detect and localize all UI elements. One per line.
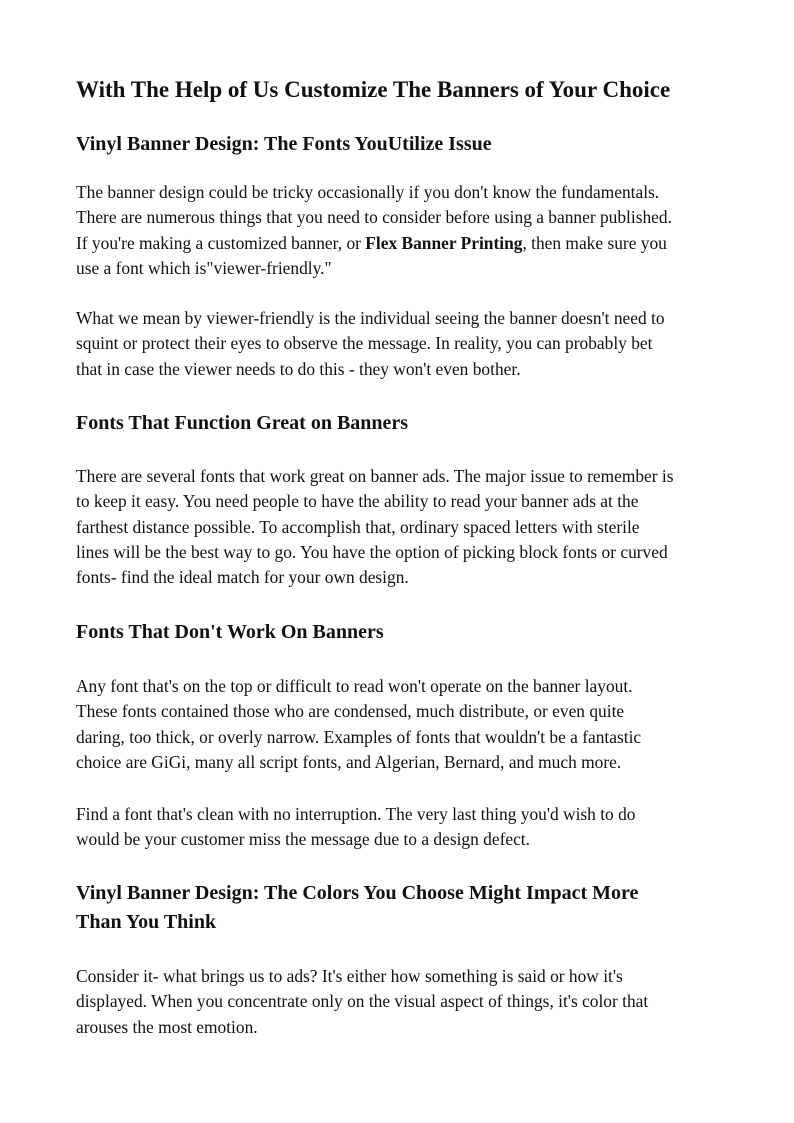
text-line: There are numerous things that you need to consider before using a banner published. <box>76 207 672 228</box>
text-line: The banner design could be tricky occasionally if you don't know the fundamentals. <box>76 182 660 202</box>
text-segment: , then make sure you <box>522 232 667 253</box>
heading-line: Than You Think <box>76 911 217 933</box>
paragraph-colors <box>76 964 724 1040</box>
paragraph-clean-font <box>76 802 724 853</box>
text-line: There are several fonts that work great on banner ads. The major issue to remember is <box>76 466 674 486</box>
paragraph-fonts-great <box>76 464 724 590</box>
section-heading-vinyl-fonts: Vinyl Banner Design: The Fonts YouUtilize Issue <box>76 133 492 155</box>
text-segment: If you're making a customized banner, or <box>76 232 366 253</box>
text-line: to keep it easy. You need people to have the ability to read your banner ads at the <box>76 491 639 512</box>
text-line: would be your customer miss the message due to a design defect. <box>76 829 530 850</box>
text-line: displayed. When you concentrate only on the visual aspect of things, it's color that <box>76 991 649 1012</box>
text-line: Consider it- what brings us to ads? It's either how something is said or how it's <box>76 966 623 986</box>
text-line: Any font that's on the top or difficult to read won't operate on the banner layout. <box>76 676 633 696</box>
text-line: that in case the viewer needs to do this - they won't even bother. <box>76 358 521 379</box>
text-line-with-link <box>76 231 724 256</box>
section-heading-fonts-great: Fonts That Function Great on Banners <box>76 412 409 434</box>
text-line: arouses the most emotion. <box>76 1016 258 1037</box>
paragraph-fonts-dont-work <box>76 674 724 775</box>
text-line: lines will be the best way to go. You have the option of picking block fonts or curved <box>76 541 668 562</box>
text-line: use a font which is"viewer-friendly." <box>76 257 332 278</box>
text-line: These fonts contained those who are condensed, much distribute, or even quite <box>76 701 625 722</box>
section-heading-fonts-dont-work: Fonts That Don't Work On Banners <box>76 621 384 643</box>
page-title: With The Help of Us Customize The Banners of Your Choice <box>76 77 671 102</box>
section-heading-colors <box>76 879 638 937</box>
text-line: choice are GiGi, many all script fonts, and Algerian, Bernard, and much more. <box>76 751 622 772</box>
text-line: daring, too thick, or overly narrow. Examples of fonts that wouldn't be a fantastic <box>76 726 642 747</box>
text-line: squint or protect their eyes to observe the message. In reality, you can probably bet <box>76 333 653 354</box>
flex-banner-printing-link[interactable]: Flex Banner Printing <box>365 232 523 253</box>
text-line: Find a font that's clean with no interruption. The very last thing you'd wish to do <box>76 804 636 824</box>
text-line: farthest distance possible. To accomplish that, ordinary spaced letters with sterile <box>76 516 640 537</box>
heading-line: Vinyl Banner Design: The Colors You Choose Might Impact More <box>76 882 639 904</box>
paragraph-banner-design-intro <box>76 180 724 281</box>
text-line: fonts- find the ideal match for your own design. <box>76 567 409 588</box>
text-line: What we mean by viewer-friendly is the individual seeing the banner doesn't need to <box>76 308 665 328</box>
paragraph-viewer-friendly <box>76 306 724 382</box>
